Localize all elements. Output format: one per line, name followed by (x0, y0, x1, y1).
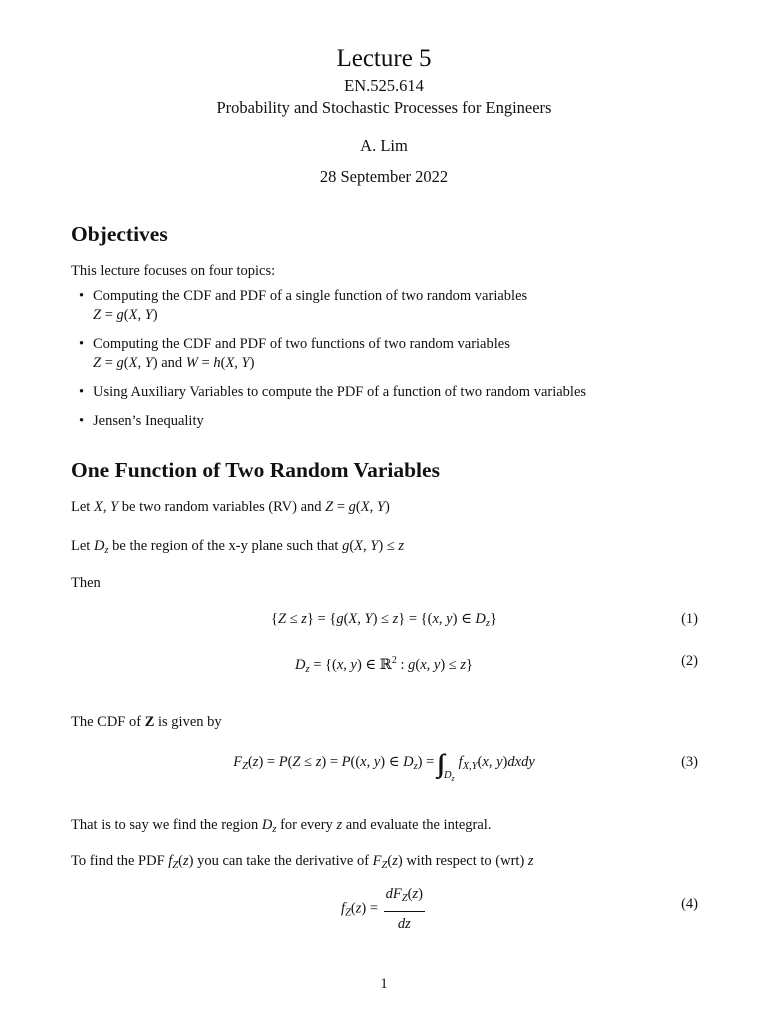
objective-2-line1: Computing the CDF and PDF of two functions of two random variables (93, 336, 510, 352)
equation-3-number: (3) (681, 754, 698, 770)
list-item (93, 383, 693, 402)
course-name: Probability and Stochastic Processes for Engineers (216, 98, 552, 117)
objectives-intro: This lecture focuses on four topics: (71, 263, 276, 279)
paragraph-let-xy: Let X, Y be two random variables (RV) and Z = g(X, Y) (71, 499, 390, 515)
objective-1-line1: Computing the CDF and PDF of a single function of two random variables (93, 288, 528, 304)
objectives-heading: Objectives (71, 222, 168, 246)
equation-4-body: $f_Z(z)$ = $\frac{dF_Z(z)}{dz}$ (341, 886, 423, 932)
fraction: $\frac{dF_Z(z)}{dz}$ (385, 886, 423, 932)
objective-2-formula: Z = g(X, Y) and W = h(X, Y) (93, 355, 255, 371)
list-item (93, 412, 693, 431)
author: A. Lim (360, 136, 408, 155)
equation-4-number: (4) (681, 896, 698, 912)
objective-3-line1: Using Auxiliary Variables to compute the PDF of a function of two random variables (93, 384, 587, 400)
equation-1-body: {Z ≤ z} = {g(X, Y) ≤ z} = {(x, y) ∈ $D_z$} (271, 611, 497, 629)
list-item (93, 335, 693, 373)
list-item (93, 287, 693, 325)
paragraph-pdf: To find the PDF $f_Z(z)$ you can take the derivative of $F_Z(z)$ with respect to (wrt) z (71, 853, 534, 871)
lecture-date: 28 September 2022 (319, 167, 449, 186)
objective-4-line1: Jensen’s Inequality (93, 413, 204, 429)
lecture-title: Lecture 5 (336, 45, 432, 72)
equation-2-number: (2) (681, 653, 698, 669)
paragraph-region-every-z: That is to say we find the region $D_z$ for every z and evaluate the integral. (71, 817, 492, 835)
section-heading: One Function of Two Random Variables (71, 458, 440, 482)
equation-1-number: (1) (681, 611, 698, 627)
objective-1-formula: Z = g(X, Y) (93, 307, 158, 323)
course-code: EN.525.614 (344, 76, 424, 95)
paragraph-region-dz: Let $D_z$ be the region of the x-y plane such that g(X, Y) ≤ z (71, 538, 405, 556)
page-number: 1 (380, 976, 388, 992)
paragraph-cdf: The CDF of Z is given by (71, 714, 222, 730)
equation-2-body: $D_z = \{(x$, y) ∈ ℝ$^2$ : g(x, y) ≤ z} (295, 655, 473, 675)
paragraph-then: Then (71, 575, 101, 591)
equation-3-body: $F_Z(z) = P(Z \le z) = P((x$, y) ∈ $D_z) = _{D_z}f_{X,Y}(x$, y)dxdy (233, 754, 535, 784)
